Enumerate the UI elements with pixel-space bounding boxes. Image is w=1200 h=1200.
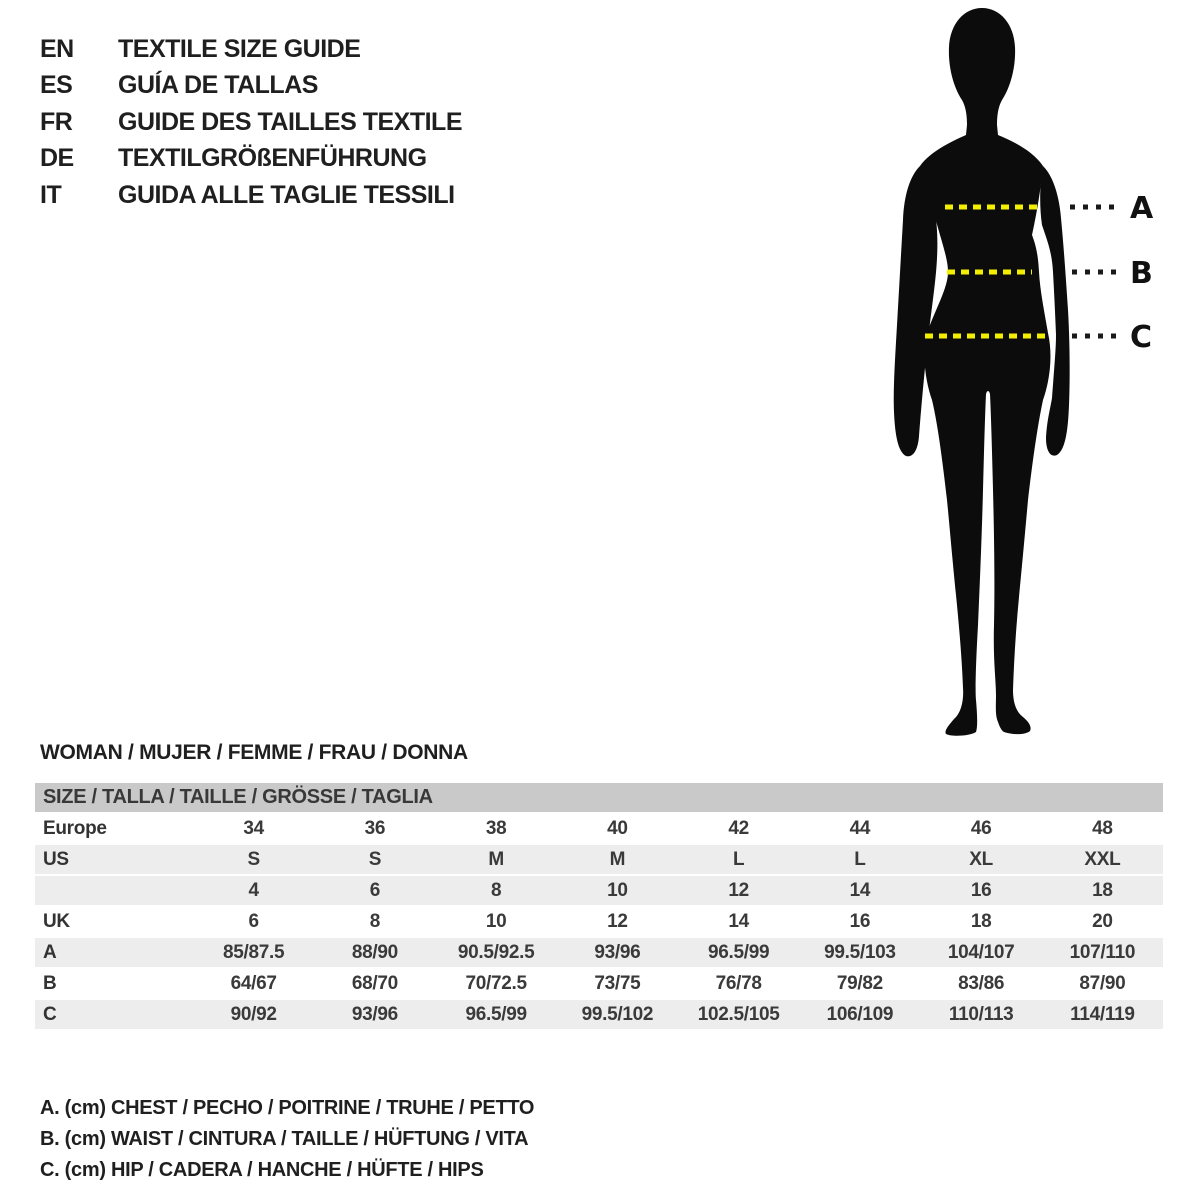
size-cell: 70/72.5 — [465, 972, 527, 994]
table-row — [35, 813, 1163, 844]
size-cell: 79/82 — [836, 972, 883, 994]
hip-label: C — [1130, 320, 1153, 355]
title-row-fr — [40, 104, 462, 141]
row-label: Europe — [43, 817, 107, 839]
legend-waist: B. (cm) WAIST / CINTURA / TAILLE / HÜFTUNG / VITA — [40, 1128, 529, 1150]
size-cell: 99.5/102 — [557, 999, 678, 1030]
size-cell: XXL — [1042, 844, 1163, 875]
size-cell: M — [436, 844, 557, 875]
size-cell: 93/96 — [314, 999, 435, 1030]
page-title-fr: GUIDE DES TAILLES TEXTILE — [118, 107, 463, 136]
size-cell: 12 — [678, 875, 799, 906]
size-cell: 8 — [436, 875, 557, 906]
size-cell: 12 — [607, 910, 628, 932]
lang-code: ES — [40, 71, 73, 100]
row-label: US — [35, 844, 193, 875]
size-cell: 8 — [369, 910, 381, 932]
title-row-de — [40, 141, 462, 178]
size-cell: 96.5/99 — [678, 937, 799, 968]
size-cell: 18 — [1042, 875, 1163, 906]
size-cell: M — [557, 844, 678, 875]
legend-chest: A. (cm) CHEST / PECHO / POITRINE / TRUHE / PETTO — [40, 1097, 535, 1119]
size-cell: 10 — [485, 910, 507, 932]
size-cell: 16 — [849, 910, 871, 932]
size-cell: 6 — [314, 875, 435, 906]
size-cell: 42 — [728, 817, 749, 839]
table-row — [35, 875, 1163, 906]
row-label: B — [43, 972, 57, 994]
lang-code: IT — [40, 180, 62, 209]
size-cell: 104/107 — [921, 937, 1042, 968]
size-cell: 96.5/99 — [436, 999, 557, 1030]
size-cell: 64/67 — [230, 972, 277, 994]
title-language-list — [40, 31, 462, 214]
size-cell: 36 — [364, 817, 386, 839]
title-row-it — [40, 177, 462, 214]
table-caption: WOMAN / MUJER / FEMME / FRAU / DONNA — [40, 741, 468, 764]
size-cell: 85/87.5 — [193, 937, 314, 968]
page-title-de: TEXTILGRÖßENFÜHRUNG — [118, 144, 427, 173]
lang-code: FR — [40, 107, 73, 136]
legend-hip: C. (cm) HIP / CADERA / HANCHE / HÜFTE / HIPS — [40, 1159, 484, 1181]
size-cell: 73/75 — [594, 972, 641, 994]
size-cell: L — [799, 844, 920, 875]
size-cell: 48 — [1092, 817, 1113, 839]
size-cell: 102.5/105 — [678, 999, 799, 1030]
row-label: C — [35, 999, 193, 1030]
page-title-it: GUIDA ALLE TAGLIE TESSILI — [118, 180, 455, 209]
size-cell: 110/113 — [921, 999, 1042, 1030]
size-cell: 46 — [970, 817, 992, 839]
title-row-es — [40, 68, 462, 105]
table-row — [35, 937, 1163, 968]
size-cell: 14 — [728, 910, 749, 932]
table-header-label: SIZE / TALLA / TAILLE / GRÖSSE / TAGLIA — [35, 783, 1163, 813]
size-cell: 107/110 — [1042, 937, 1163, 968]
table-row — [35, 906, 1163, 937]
size-cell: 87/90 — [1079, 972, 1126, 994]
table-row — [35, 844, 1163, 875]
lang-code: DE — [40, 144, 74, 173]
size-cell: 76/78 — [715, 972, 762, 994]
table-row — [35, 999, 1163, 1030]
size-cell: 99.5/103 — [799, 937, 920, 968]
woman-silhouette-body — [920, 8, 1050, 736]
title-row-en — [40, 31, 462, 68]
size-cell: 83/86 — [958, 972, 1005, 994]
size-cell: 14 — [799, 875, 920, 906]
woman-silhouette-right-arm — [1040, 166, 1069, 456]
woman-silhouette-left-arm — [894, 166, 938, 456]
chest-label: A — [1130, 191, 1154, 226]
size-cell: 38 — [485, 817, 507, 839]
row-label — [35, 875, 193, 906]
size-cell: S — [314, 844, 435, 875]
size-cell: 90/92 — [193, 999, 314, 1030]
lang-code: EN — [40, 34, 74, 63]
row-label: A — [35, 937, 193, 968]
size-cell: 34 — [243, 817, 264, 839]
size-cell: 18 — [970, 910, 992, 932]
row-label: UK — [43, 910, 70, 932]
size-cell: 93/96 — [557, 937, 678, 968]
page-title-es: GUÍA DE TALLAS — [118, 71, 318, 100]
size-cell: S — [193, 844, 314, 875]
size-cell: 68/70 — [351, 972, 398, 994]
table-header-row — [35, 783, 1163, 813]
size-cell: 4 — [193, 875, 314, 906]
size-cell: 44 — [849, 817, 871, 839]
waist-label: B — [1130, 256, 1153, 291]
size-cell: XL — [921, 844, 1042, 875]
table-row — [35, 968, 1163, 999]
size-cell: 114/119 — [1042, 999, 1163, 1030]
measurement-legend — [40, 1093, 534, 1186]
size-cell: 16 — [921, 875, 1042, 906]
woman-silhouette-figure — [880, 0, 1190, 745]
size-cell: L — [678, 844, 799, 875]
page-title: TEXTILE SIZE GUIDE — [118, 34, 361, 63]
size-cell: 88/90 — [314, 937, 435, 968]
size-table — [35, 783, 1163, 1031]
size-cell: 20 — [1092, 910, 1113, 932]
size-cell: 6 — [248, 910, 259, 932]
size-cell: 10 — [557, 875, 678, 906]
size-cell: 106/109 — [799, 999, 920, 1030]
size-cell: 90.5/92.5 — [436, 937, 557, 968]
size-cell: 40 — [607, 817, 628, 839]
